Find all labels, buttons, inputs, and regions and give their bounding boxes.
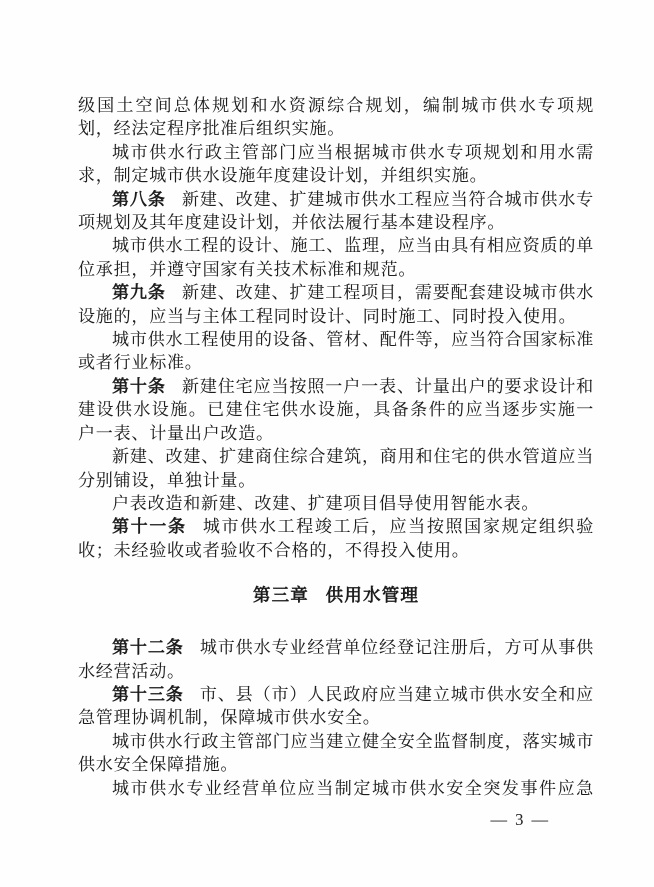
paragraph-text: 新建、改建、扩建工程项目，需要配套建设城市供水设施的，应当与主体工程同时设计、同时施工、同时投入使用。 [78, 283, 594, 326]
article-number: 第十二条 [112, 638, 184, 658]
article-number: 第九条 [112, 283, 166, 303]
paragraph-continued-next-page [78, 777, 594, 800]
paragraph-text: 城市供水专业经营单位经登记注册后，方可从事供水经营活动。 [78, 638, 594, 681]
chapter-number: 第三章 [252, 585, 309, 606]
paragraph-article-9 [78, 281, 594, 328]
paragraph-text: 城市供水行政主管部门应当建立健全安全监督制度，落实城市供水安全保障措施。 [78, 731, 594, 775]
paragraph-article-10 [78, 375, 594, 445]
paragraph [78, 445, 594, 492]
paragraph-text: 城市供水专业经营单位应当制定城市供水安全突发事件应急 [112, 778, 594, 798]
paragraph-text: 户表改造和新建、改建、扩建项目倡导使用智能水表。 [112, 493, 540, 513]
paragraph-text: 城市供水行政主管部门应当根据城市供水专项规划和用水需求，制定城市供水设施年度建设计划，并组织实施。 [78, 142, 594, 186]
document-body [78, 94, 594, 800]
paragraph [78, 730, 594, 777]
paragraph-text: 级国土空间总体规划和水资源综合规划，编制城市供水专项规划，经法定程序批准后组织实施。 [78, 96, 594, 139]
paragraph-article-8 [78, 188, 594, 235]
article-number: 第十三条 [112, 684, 184, 704]
paragraph-text: 城市供水工程使用的设备、管材、配件等，应当符合国家标准或者行业标准。 [78, 330, 594, 373]
paragraph-article-11 [78, 515, 594, 562]
paragraph-text: 新建住宅应当按照一户一表、计量出户的要求设计和建设供水设施。已建住宅供水设施，具备条件的应当逐步实施一户一表、计量出户改造。 [78, 376, 594, 443]
paragraph-article-13 [78, 683, 594, 730]
paragraph-text: 新建、改建、扩建城市供水工程应当符合城市供水专项规划及其年度建设计划，并依法履行基本建设程序。 [78, 189, 594, 233]
paragraph-article-12 [78, 636, 594, 683]
paragraph-text: 城市供水工程竣工后，应当按照国家规定组织验收；未经验收或者验收不合格的，不得投入使用。 [78, 517, 594, 560]
paragraph [78, 492, 594, 515]
chapter-heading [78, 583, 594, 607]
article-number: 第十条 [112, 376, 166, 396]
paragraph-text: 城市供水工程的设计、施工、监理，应当由具有相应资质的单位承担，并遵守国家有关技术标准和规范。 [78, 236, 594, 279]
paragraph [78, 234, 594, 281]
article-number: 第十一条 [112, 517, 187, 537]
paragraph [78, 141, 594, 188]
page-number: — 3 — [490, 810, 550, 829]
paragraph [78, 328, 594, 375]
article-number: 第八条 [112, 189, 166, 209]
paragraph-text: 市、县（市）人民政府应当建立城市供水安全和应急管理协调机制，保障城市供水安全。 [78, 684, 594, 728]
paragraph-text: 新建、改建、扩建商住综合建筑，商用和住宅的供水管道应当分别铺设，单独计量。 [78, 447, 594, 490]
chapter-title: 供用水管理 [325, 585, 420, 606]
paragraph [78, 94, 594, 141]
